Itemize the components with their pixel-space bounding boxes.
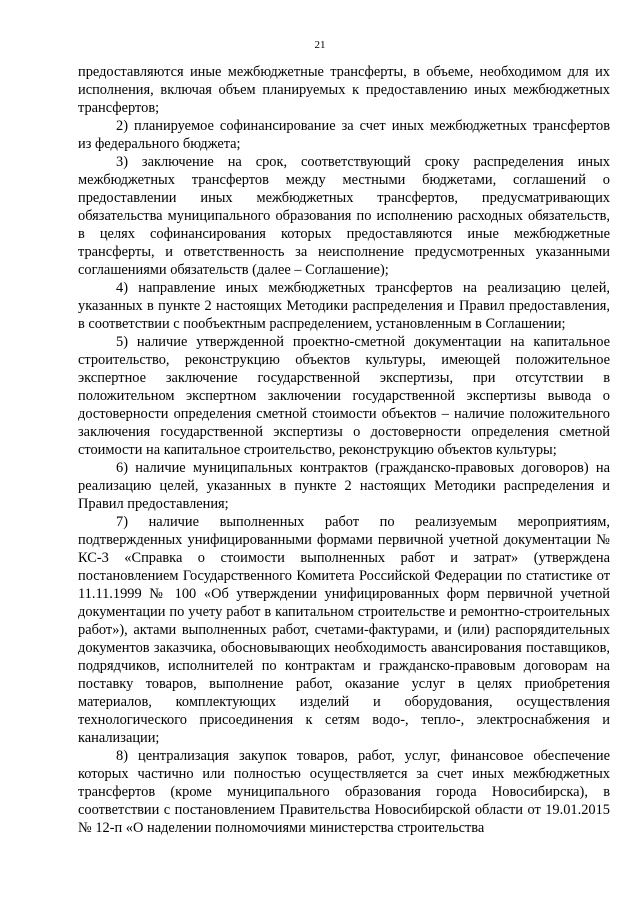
document-body (78, 63, 610, 837)
paragraph-item-8: 8) централизация закупок товаров, работ, услуг, финансовое обеспечение которых частично или полностью осуществляется за счет иных межбюджетных трансфертов (кроме муниципального образования города Новосибирска), в соответствии с постановлением Правительства Новосибирской области от 19.01.2015 № 12-п «О наделении полномочиями министерства строительства (78, 748, 610, 836)
paragraph-item-3: 3) заключение на срок, соответствующий сроку распределения иных межбюджетных трансфертов между местными бюджетами, соглашений о предоставлении иных межбюджетных трансфертов, предусматривающих обязательства муниципального образования по исполнению расходных обязательств, в целях софинансирования которых предоставляются иные межбюджетные трансферты, и ответственность за неисполнение предусмотренных указанными соглашениями обязательств (далее – Соглашение); (78, 154, 610, 278)
paragraph-item-4: 4) направление иных межбюджетных трансфертов на реализацию целей, указанных в пункте 2 настоящих Методики распределения и Правил предоставления, в соответствии с пообъектным распределением, установленным в Соглашении; (78, 280, 610, 332)
paragraph-continuation: предоставляются иные межбюджетные трансферты, в объеме, необходимом для их исполнения, включая объем планируемых к предоставлению иных межбюджетных трансфертов; (78, 64, 610, 116)
page-number: 21 (314, 39, 326, 51)
paragraph-item-6: 6) наличие муниципальных контрактов (гражданско-правовых договоров) на реализацию целей, указанных в пункте 2 настоящих Методики распределения и Правил предоставления; (78, 460, 610, 512)
paragraph-item-2: 2) планируемое софинансирование за счет иных межбюджетных трансфертов из федерального бюджета; (78, 118, 610, 152)
paragraph-item-7: 7) наличие выполненных работ по реализуемым мероприятиям, подтвержденных унифицированными формами первичной учетной документации № КС-3 «Справка о стоимости выполненных работ и затрат» (утверждена постановлением Государственного Комитета Российской Федерации по статистике от 11.11.1999 № 100 «Об утверждении унифицированных форм первичной учетной документации по учету работ в капитальном строительстве и ремонтно-строительных работ»), актами выполненных работ, счетами-фактурами, и (или) распорядительных документов заказчика, обосновывающих необходимость авансирования поставщиков, подрядчиков, исполнителей по контрактам и гражданско-правовым договорам на поставку товаров, выполнение работ, оказание услуг в целях приобретения материалов, комплектующих изделий и оборудования, осуществления технологического присоединения к сетям водо-, тепло-, электроснабжения и канализации; (78, 514, 610, 746)
paragraph-item-5: 5) наличие утвержденной проектно-сметной документации на капитальное строительство, реконструкцию объектов культуры, имеющей положительное экспертное заключение государственной экспертизы, при отсутствии в положительном экспертном заключении государственной экспертизы вывода о достоверности определения сметной стоимости объектов – наличие положительного заключения государственной экспертизы о достоверности определения сметной стоимости на капитальное строительство, реконструкцию объектов культуры; (78, 334, 610, 458)
